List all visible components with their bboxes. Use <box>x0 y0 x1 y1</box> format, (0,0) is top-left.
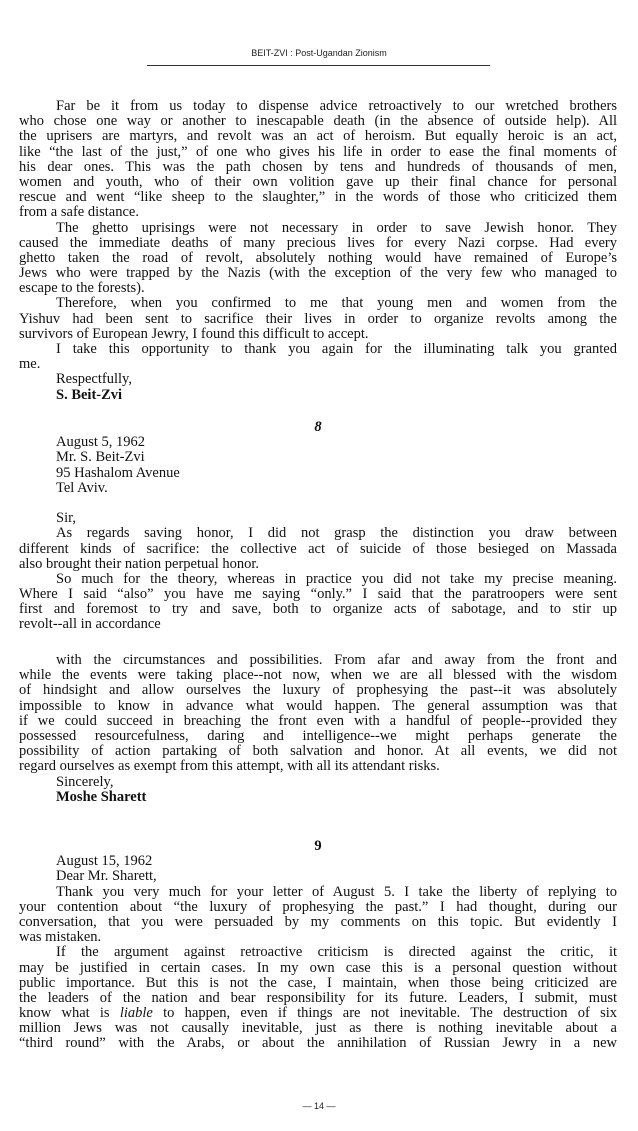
text-line: from a safe distance. <box>19 204 139 221</box>
text-line: first and foremost to try and save, both to organize acts of sabotage, and to stir up <box>19 601 617 618</box>
text-line: revolt--all in accordance <box>19 616 161 633</box>
text-line: Sincerely, <box>56 773 114 790</box>
page-number: — 14 — <box>302 1101 336 1111</box>
text-line: Respectfully, <box>56 371 132 388</box>
paragraph <box>19 572 617 633</box>
text-line: may be justified in certain cases. In my own case this is a personal question without <box>19 959 617 976</box>
paragraph <box>19 342 617 372</box>
text-line: So much for the theory, whereas in practice you did not take my precise meaning. <box>56 570 617 587</box>
text-line: your contention about “the luxury of prophesying the past.” I had thought, during our <box>19 898 617 915</box>
signature: S. Beit-Zvi <box>56 386 123 403</box>
paragraph <box>19 945 617 1051</box>
text-line: was mistaken. <box>19 929 102 946</box>
text-line: If the argument against retroactive criticism is directed against the critic, it <box>56 944 617 961</box>
blank-line <box>19 496 617 511</box>
paragraph <box>19 885 617 946</box>
text-line: women and youth, who of their own volition gave up their final chance for personal <box>19 173 617 190</box>
text-line: Therefore, when you confirmed to me that young men and women from the <box>56 295 617 312</box>
text-line: I take this opportunity to thank you again for the illuminating talk you granted <box>56 341 617 357</box>
text-line: Tel Aviv. <box>56 479 108 496</box>
text-line: Where I said “also” you have me saying “only.” I said that the paratroopers were sent <box>19 586 617 603</box>
text-line: ghetto taken the road of revolt, absolutely nothing would have remained of Europe’s <box>19 249 617 266</box>
text-line: regard ourselves as exempt from this attempt, with all its attendant risks. <box>19 758 440 775</box>
letter-number: 9 <box>314 838 322 854</box>
text-line: me. <box>19 356 41 373</box>
text-line <box>19 1006 617 1021</box>
text-segment: to happen, even if things are not inevitable. The destruction of six <box>152 1005 617 1022</box>
text-line: August 5, 1962 <box>56 434 146 451</box>
letter-8 <box>19 420 617 633</box>
text-line: the leaders of the nation and bear responsibility for its future. Leaders, I submit, must <box>19 989 617 1006</box>
emphasis: liable <box>119 1005 153 1022</box>
text-line: while the events were taking place--not now, when we are all blessed with the wisdom <box>19 667 617 684</box>
letter-number: 8 <box>314 419 322 435</box>
text-line: if we could succeed in breaching the front even with a handful of people--provided they <box>19 712 617 729</box>
paragraph <box>19 526 617 572</box>
text-line: impossible to know in advance what would happen. The general assumption was that <box>19 697 617 714</box>
text-line: conversation, that you were persuaded by my comments on this topic. But evidently I <box>19 913 617 930</box>
letter-7-closing <box>19 99 617 403</box>
text-line: possessed resourcefulness, daring and intelligence--we might perhaps generate the <box>19 727 617 744</box>
text-line: survivors of European Jewry, I found this difficult to accept. <box>19 325 369 342</box>
text-line: Dear Mr. Sharett, <box>56 868 157 885</box>
text-line: who chose one way or another to inescapable death (in the absence of outside help). All <box>19 113 617 130</box>
text-line: possibility of action partaking of both salvation and honor. At all events, we did not <box>19 743 617 760</box>
paragraph <box>19 99 617 221</box>
text-line: The ghetto uprisings were not necessary in order to save Jewish honor. They <box>56 219 617 236</box>
letter-8-continued <box>19 653 617 805</box>
text-line: Sir, <box>56 510 76 527</box>
text-line: public importance. But this is not the case, I maintain, when those being criticized are <box>19 974 617 991</box>
letter-9 <box>19 839 617 1052</box>
text-line: August 15, 1962 <box>56 853 153 870</box>
text-line: of hindsight and allow ourselves the luxury of prophesying the past--it was absolutely <box>19 682 617 699</box>
running-header: BEIT-ZVI : Post-Ugandan Zionism <box>251 48 387 58</box>
text-line: Jews who were trapped by the Nazis (with the exception of the very few who managed to <box>19 265 617 282</box>
text-segment: know what is <box>19 1005 120 1022</box>
text-line: Mr. S. Beit-Zvi <box>56 449 145 466</box>
text-line: the uprisers are martyrs, and revolt was an act of heroism. But equally heroic is an act, <box>19 128 617 145</box>
header-rule <box>147 65 490 66</box>
text-line: with the circumstances and possibilities. From afar and away from the front and <box>56 652 617 668</box>
text-line: different kinds of sacrifice: the collective act of suicide of those besieged on Massada <box>19 540 617 557</box>
text-line: Thank you very much for your letter of August 5. I take the liberty of replying to <box>56 883 617 900</box>
text-line: Far be it from us today to dispense advice retroactively to our wretched brothers <box>56 98 617 114</box>
text-line: “third round” with the Arabs, or about the annihilation of Russian Jewry in a new <box>19 1035 617 1052</box>
text-line: As regards saving honor, I did not grasp the distinction you draw between <box>56 525 617 542</box>
text-line: rescue and went “like sheep to the slaughter,” in the words of those who criticized them <box>19 189 617 206</box>
signature: Moshe Sharett <box>56 788 147 805</box>
text-line: million Jews was not causally inevitable, just as there is nothing inevitable about a <box>19 1020 617 1037</box>
paragraph <box>19 221 617 297</box>
paragraph <box>19 653 617 775</box>
text-line: caused the immediate deaths of many precious lives for every Nazi corpse. Had every <box>19 234 617 251</box>
text-line: also brought their nation perpetual honor. <box>19 555 260 572</box>
text-line: escape to the forests). <box>19 280 145 297</box>
paragraph <box>19 296 617 342</box>
text-line: like “the last of the just,” of one who gives his life in order to ease the final moments of <box>19 143 617 160</box>
text-line: Yishuv had been sent to sacrifice their lives in order to organize revolts among the <box>19 310 617 327</box>
text-line: 95 Hashalom Avenue <box>56 464 180 481</box>
text-line: his dear ones. This was the path chosen by tens and hundreds of thousands of men, <box>19 158 617 175</box>
